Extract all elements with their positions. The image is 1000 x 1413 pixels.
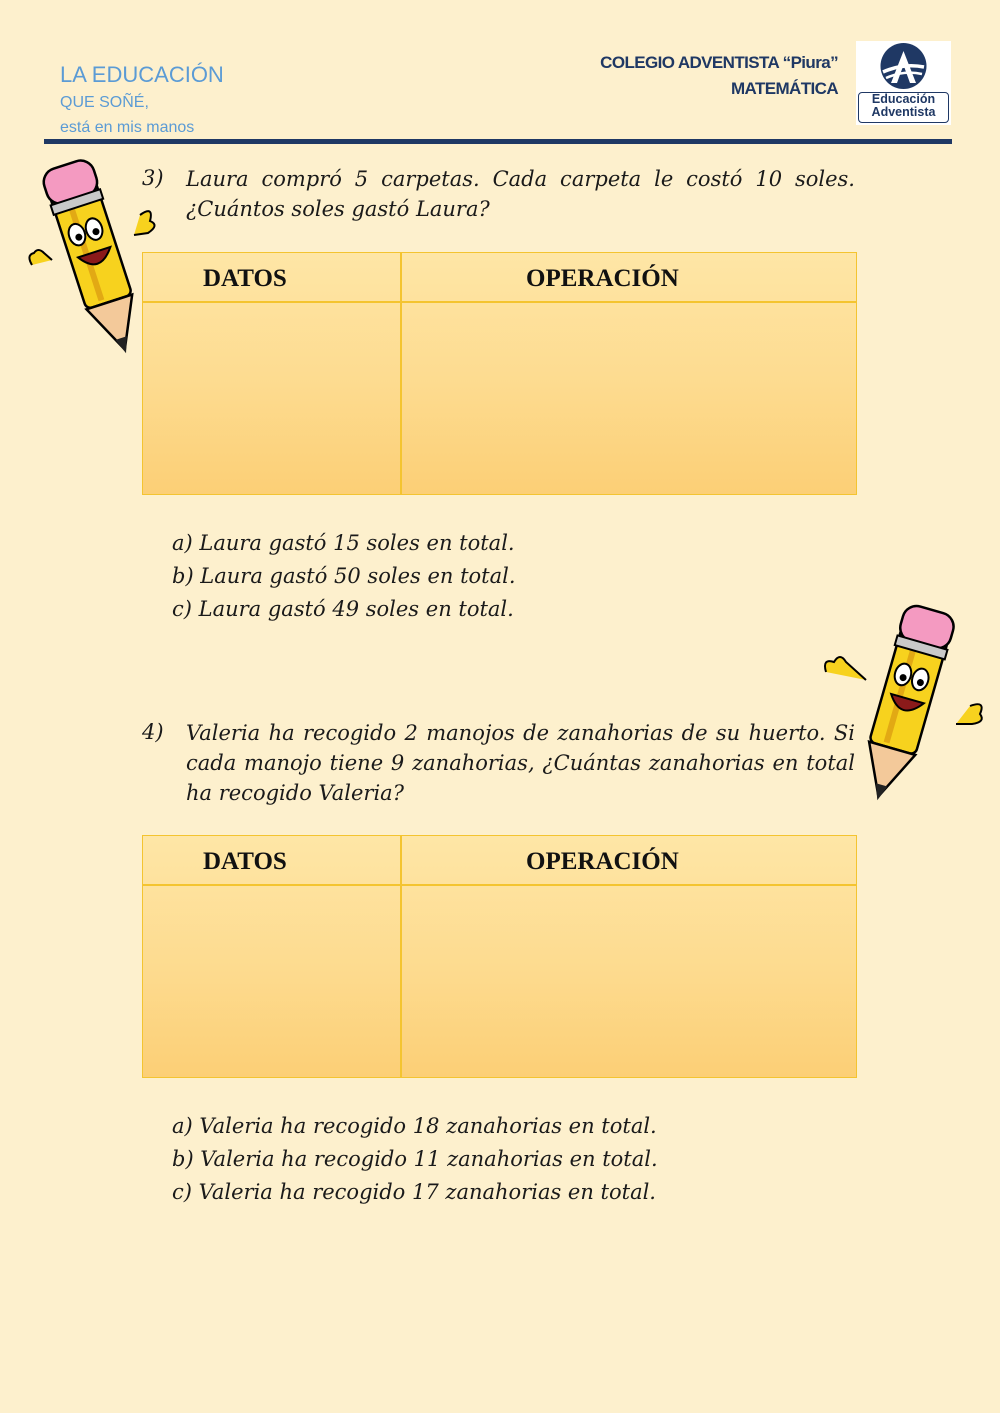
table-header-operacion: OPERACIÓN [526, 265, 679, 292]
table-header-divider [143, 884, 856, 886]
problem-number: 3) [142, 166, 164, 190]
table-header-divider [143, 301, 856, 303]
motto-line-3: está en mis manos [60, 119, 195, 136]
answer-options [172, 527, 516, 626]
problem-statement: Laura compró 5 carpetas. Cada carpeta le costó 10 soles. ¿Cuántos soles gastó Laura? [186, 167, 855, 221]
operacion-area[interactable] [404, 888, 853, 1074]
answer-options [172, 1110, 658, 1209]
school-heading [600, 50, 838, 102]
problem-number: 4) [142, 720, 164, 744]
motto-line-1: LA EDUCACIÓN [60, 62, 224, 87]
answer-option[interactable]: a) Valeria ha recogido 18 zanahorias en total. [172, 1114, 657, 1138]
subject-name: MATEMÁTICA [731, 79, 838, 98]
datos-area[interactable] [145, 888, 398, 1074]
header-divider [44, 139, 952, 144]
answer-option[interactable]: c) Laura gastó 49 soles en total. [172, 597, 514, 621]
work-table [142, 252, 857, 495]
education-logo [856, 41, 951, 125]
table-column-divider [400, 836, 402, 1077]
school-name: COLEGIO ADVENTISTA “Piura” [600, 53, 838, 72]
answer-option[interactable]: c) Valeria ha recogido 17 zanahorias en total. [172, 1180, 656, 1204]
answer-option[interactable]: a) Laura gastó 15 soles en total. [172, 531, 515, 555]
logo-line-1: Educación [871, 92, 936, 106]
motto-line-2: QUE SOÑÉ, [60, 94, 149, 111]
problem-statement: Valeria ha recogido 2 manojos de zanahorias de su huerto. Si cada manojo tiene 9 zanahorias, ¿Cuántas zanahorias en total ha recogido Valeria? [186, 721, 855, 805]
table-header-operacion: OPERACIÓN [526, 848, 679, 875]
adventist-emblem-icon [856, 41, 951, 93]
answer-option[interactable]: b) Valeria ha recogido 11 zanahorias en total. [172, 1147, 658, 1171]
pencil-mascot-icon [22, 155, 162, 370]
answer-option[interactable]: b) Laura gastó 50 soles en total. [172, 564, 516, 588]
work-table [142, 835, 857, 1078]
table-header-datos: DATOS [203, 265, 287, 292]
table-header-datos: DATOS [203, 848, 287, 875]
logo-line-2: Adventista [871, 105, 936, 119]
datos-area[interactable] [145, 305, 398, 491]
operacion-area[interactable] [404, 305, 853, 491]
logo-text [856, 93, 951, 119]
table-column-divider [400, 253, 402, 494]
